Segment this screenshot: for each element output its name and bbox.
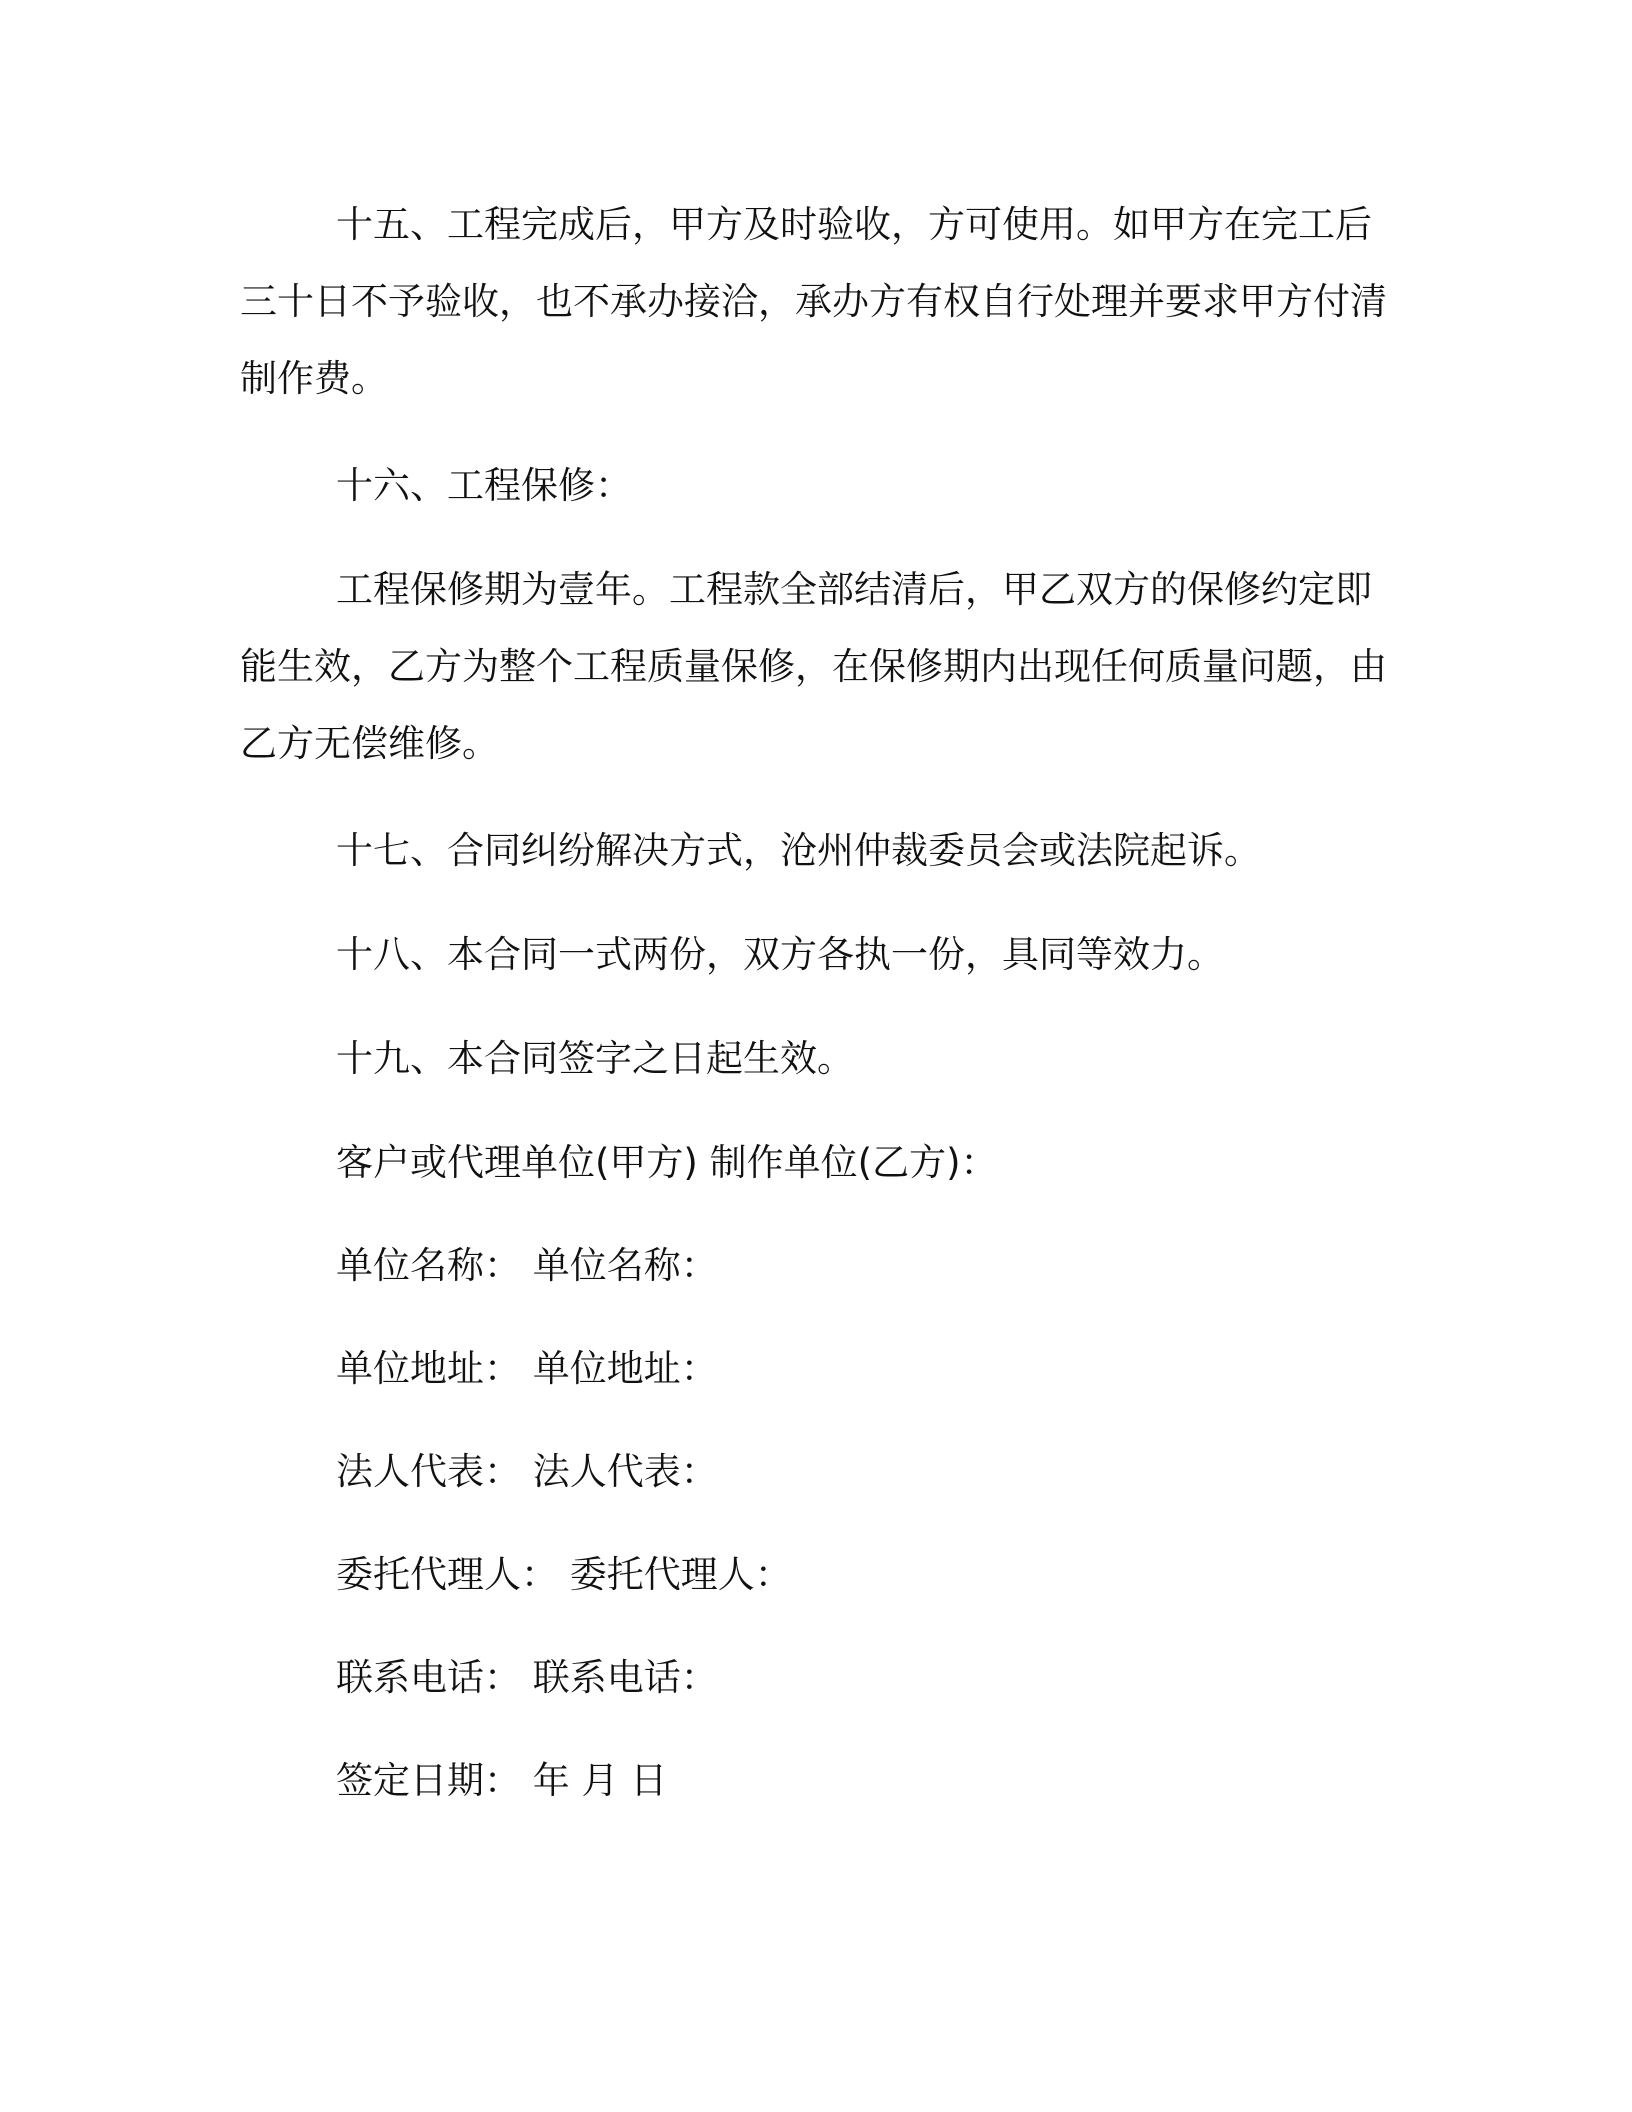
unit-name-row: 单位名称： 单位名称： xyxy=(336,1244,718,1287)
sign-date-row: 签定日期： 年 月 日 xyxy=(336,1759,668,1802)
clause-15: 十五、工程完成后，甲方及时验收，方可使用。如甲方在完工后三十日不予验收，也不承办接洽，承办方有权自行处理并要求甲方付清制作费。 xyxy=(240,203,1387,400)
agent-row: 委托代理人： 委托代理人： xyxy=(336,1553,792,1596)
clause-19: 十九、本合同签字之日起生效。 xyxy=(336,1037,854,1080)
party-header: 客户或代理单位(甲方) 制作单位(乙方)： xyxy=(336,1141,998,1184)
clause-17: 十七、合同纠纷解决方式，沧州仲裁委员会或法院起诉。 xyxy=(336,829,1261,872)
clause-16-heading: 十六、工程保修： xyxy=(336,464,632,507)
document-body xyxy=(240,186,1390,1819)
phone-row: 联系电话： 联系电话： xyxy=(336,1656,718,1699)
clause-16-body: 工程保修期为壹年。工程款全部结清后，甲乙双方的保修约定即能生效，乙方为整个工程质量保修，在保修期内出现任何质量问题，由乙方无偿维修。 xyxy=(240,568,1387,765)
clause-18: 十八、本合同一式两份，双方各执一份，具同等效力。 xyxy=(336,933,1224,976)
legal-rep-row: 法人代表： 法人代表： xyxy=(336,1450,718,1493)
unit-address-row: 单位地址： 单位地址： xyxy=(336,1347,718,1390)
